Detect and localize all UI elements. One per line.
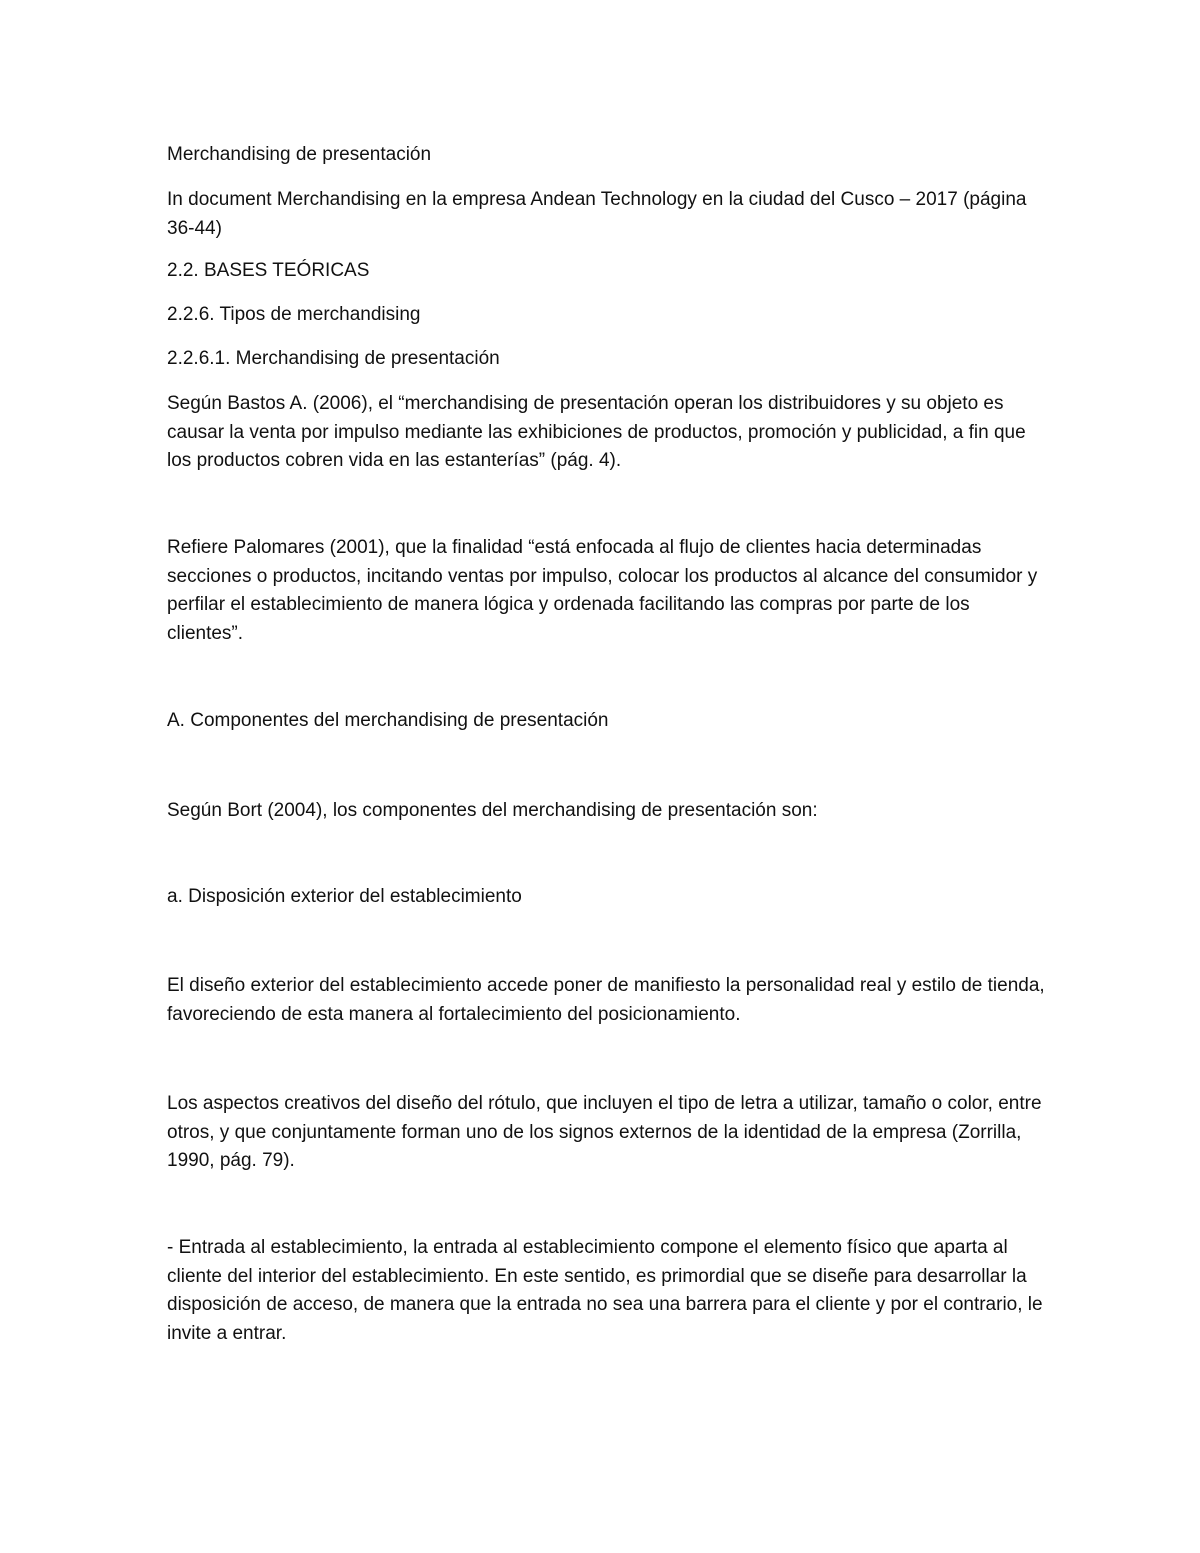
paragraph-palomares: Refiere Palomares (2001), que la finalidad “está enfocada al flujo de clientes hacia determinadas secciones o productos, incitando ventas por impulso, colocar los productos al alcance del consumidor y perfilar el establecimiento de manera lógica y ordenada facilitando las compras por parte de los clientes”. — [167, 537, 1038, 644]
subsubsection-heading: 2.2.6.1. Merchandising de presentación — [167, 348, 500, 369]
exterior-heading: a. Disposición exterior del establecimiento — [167, 886, 522, 907]
section-heading: 2.2. BASES TEÓRICAS — [167, 260, 370, 281]
paragraph-rotulo: Los aspectos creativos del diseño del rótulo, que incluyen el tipo de letra a utilizar, tamaño o color, entre otros, y que conjuntamente forman uno de los signos externos de la identidad de la empresa (Zorrilla, 1990, pág. 79). — [167, 1093, 1042, 1171]
paragraph-bort: Según Bort (2004), los componentes del merchandising de presentación son: — [167, 800, 818, 821]
source-reference: In document Merchandising en la empresa Andean Technology en la ciudad del Cusco – 2017 (página 36-44) — [167, 189, 1027, 239]
paragraph-exterior-design: El diseño exterior del establecimiento accede poner de manifiesto la personalidad real y estilo de tienda, favoreciendo de esta manera al fortalecimiento del posicionamiento. — [167, 975, 1045, 1025]
paragraph-entrada: - Entrada al establecimiento, la entrada al establecimiento compone el elemento físico que aparta al cliente del interior del establecimiento. En este sentido, es primordial que se diseñe para desarrollar la disposición de acceso, de manera que la entrada no sea una barrera para el cliente y por el contrario, le invite a entrar. — [167, 1237, 1043, 1344]
paragraph-bastos: Según Bastos A. (2006), el “merchandising de presentación operan los distribuidores y su objeto es causar la venta por impulso mediante las exhibiciones de productos, promoción y publicidad, a fin que los productos cobren vida en las estanterías” (pág. 4). — [167, 393, 1026, 471]
document-title: Merchandising de presentación — [167, 144, 432, 165]
subsection-heading: 2.2.6. Tipos de merchandising — [167, 304, 421, 325]
components-heading: A. Componentes del merchandising de presentación — [167, 710, 609, 731]
